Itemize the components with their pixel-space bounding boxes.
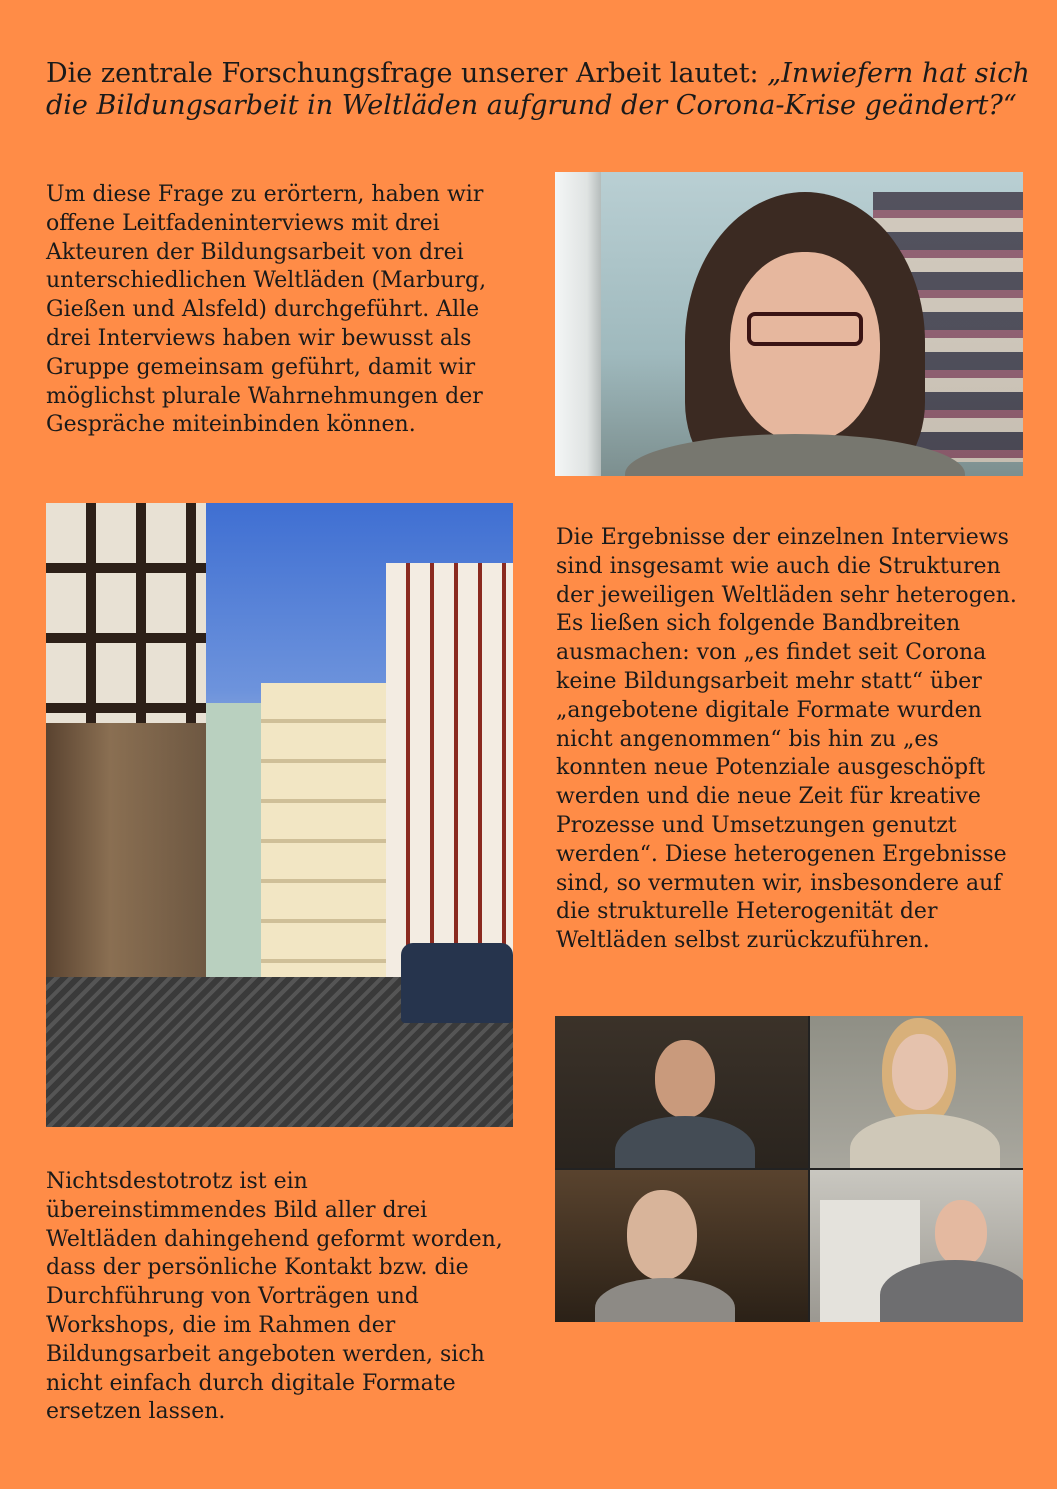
video-tile: [810, 1016, 1023, 1168]
heading-intro: Die zentrale Forschungsfrage unserer Arbeit lautet:: [46, 58, 768, 89]
video-tile: [555, 1016, 808, 1168]
conclusion-paragraph: Nichtsdestotrotz ist ein übereinstimmendes Bild aller drei Weltläden dahingehend geformt worden, dass der persönliche Kontakt bzw. die Durchführung von Vorträgen und Workshops, die im Rahmen der Bildungsarbeit angeboten werden, sich nicht einfach durch digitale Formate ersetzen lassen.: [46, 1169, 503, 1425]
page-heading: [46, 58, 1031, 122]
video-call-screenshot: [555, 1016, 1023, 1322]
portrait-photo: [555, 172, 1023, 476]
methods-paragraph: Um diese Frage zu erörtern, haben wir offene Leitfadeninterviews mit drei Akteuren der Bildungsarbeit von drei unterschiedlichen Weltläden (Marburg, Gießen und Alsfeld) durchgeführt. Alle drei Interviews haben wir bewusst als Gruppe gemeinsam geführt, damit wir möglichst plurale Wahrnehmungen der Gespräche miteinbinden können.: [46, 182, 487, 438]
town-street-photo: [46, 503, 513, 1127]
video-tile: [810, 1170, 1023, 1322]
results-paragraph: Die Ergebnisse der einzelnen Interviews sind insgesamt wie auch die Strukturen der jeweiligen Weltläden sehr heterogen. Es ließen sich folgende Bandbreiten ausmachen: von „es findet seit Corona keine Bildungsarbeit mehr statt“ über „angebotene digitale Formate wurden nicht angenommen“ bis hin zu „es konnten neue Potenziale ausgeschöpft werden und die neue Zeit für kreative Prozesse und Umsetzungen genutzt werden“. Diese heterogenen Ergebnisse sind, so vermuten wir, insbesondere auf die strukturelle Heterogenität der Weltläden selbst zurückzuführen.: [556, 525, 1017, 954]
video-tile: [555, 1170, 808, 1322]
research-question: „Inwiefern hat sich die Bildungsarbeit in Weltläden aufgrund der Corona-Krise geändert?“: [46, 58, 1030, 121]
